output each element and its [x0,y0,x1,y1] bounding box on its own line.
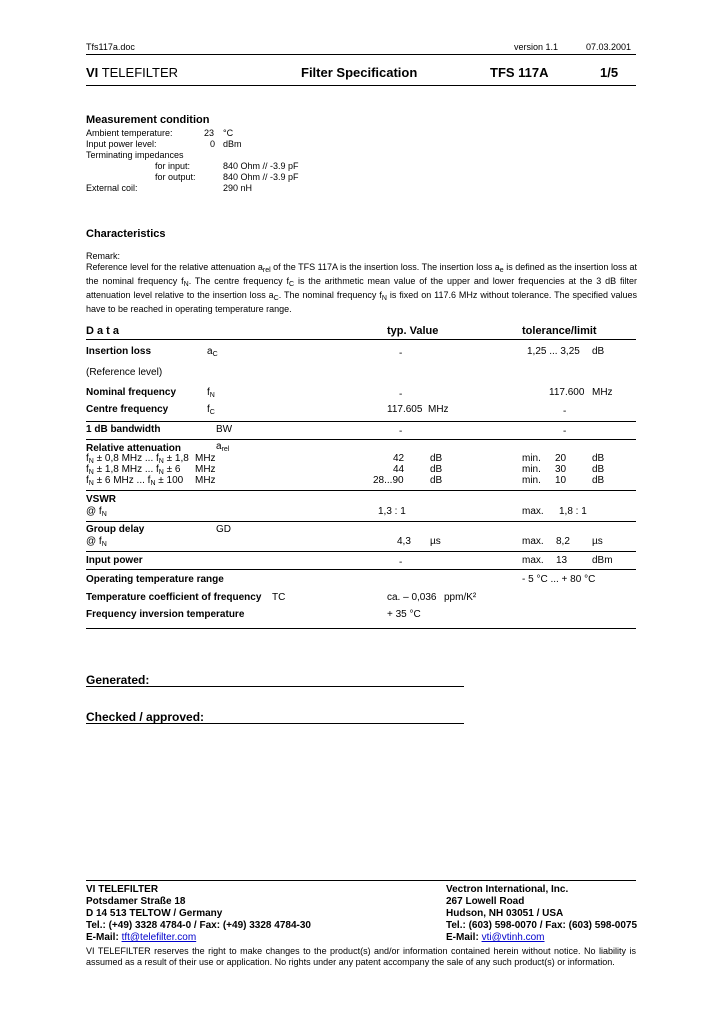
for-output-label: for output: [155,172,196,182]
col-data-header: D a t a [86,325,120,337]
footer-right-name: Vectron International, Inc. [446,884,569,895]
for-output-value: 840 Ohm // -3.9 pF [223,172,299,182]
group-delay-typ-unit: µs [430,536,441,547]
footer-rule [86,880,636,881]
footer-right-email-link[interactable]: vti@vtinh.com [481,932,545,943]
input-power-val-unit: dBm [592,555,613,566]
remark-paragraph: Reference level for the relative attenuation $a_{rel}$ of the TFS 117A is the insertion loss. The insertion loss $a_e$ is defined as the insertion loss at the nominal frequency $f_N$. The centre frequency $f_C$ is the arithmetic mean value of the upper and lower frequencies at the 3 dB filter attenuation level relative to the insertion loss $a_C$. The nominal frequency $f_N$ is fixed on 117.6 MHz without tolerance. The specified values have to be reached in operating temperature range. [86,262,638,314]
document-date: 07.03.2001 [586,42,632,52]
ambient-temp-label: Ambient temperature: [86,128,173,138]
footer-left-city: D 14 513 TELTOW / Germany [86,908,223,919]
file-name: Tfs117a.doc [86,42,135,52]
op-temp-tol: - 5 °C ... + 80 °C [522,574,596,585]
group-delay-val: 8,2 [556,536,570,547]
group-delay-label: Group delay [86,524,145,535]
external-coil-label: External coil: [86,183,138,193]
rel-att-row-1-val: 20 [555,453,567,464]
rel-att-row-2-lim: min. [522,464,541,475]
bandwidth-typ: - [399,426,403,437]
vswr-label: VSWR [86,494,116,505]
rel-att-row-1-typ: 42 [393,453,405,464]
measurement-heading: Measurement condition [86,114,210,126]
nominal-frequency-tol: 117.600 [549,387,585,398]
footer-left-email-row [86,932,196,944]
bandwidth-tol: - [563,426,567,437]
tc-label: Temperature coefficient of frequency [86,592,262,603]
row-divider-6 [86,569,636,570]
header-rule [86,54,636,55]
reference-level-note: (Reference level) [86,367,163,378]
input-power-row-label: Input power [86,555,143,566]
rel-att-row-3-val-unit: dB [592,475,605,486]
row-divider-3 [86,490,636,491]
rel-att-row-1-typ-unit: dB [430,453,443,464]
terminating-label: Terminating impedances [86,150,184,160]
centre-frequency-typ-unit: MHz [428,404,449,415]
centre-frequency-tol: - [563,406,567,417]
tc-symbol: TC [272,592,286,603]
document-type: Filter Specification [301,65,418,80]
rel-att-row-2-val: 30 [555,464,567,475]
relative-attenuation-symbol: $a_{rel}$ [216,441,230,453]
tc-typ: ca. – 0,036 [387,592,437,603]
vswr-val: 1,8 : 1 [559,506,587,517]
rel-att-row-1-unit: MHz [195,453,216,464]
rel-att-row-3-range: $f_N \pm 6$ MHz ... $f_N \pm 100$ [86,475,184,487]
ambient-temp-unit: °C [223,128,234,138]
footer-right-street: 267 Lowell Road [446,896,525,907]
nominal-frequency-symbol: $f_N$ [207,387,215,399]
footer-left-email-label: E-Mail: [86,932,122,943]
group-delay-symbol: GD [216,524,231,535]
company-name: TELEFILTER [101,65,179,80]
bandwidth-symbol: BW [216,424,233,435]
footer-right-email-row [446,932,545,944]
checked-label: Checked / approved: [86,710,205,724]
group-delay-typ: 4,3 [397,536,411,547]
row-divider-5 [86,551,636,552]
row-divider-1 [86,421,636,422]
version-label: version 1.1 [514,42,559,52]
rel-att-row-1-range: $f_N \pm 0,8$ MHz ... $f_N \pm 1,8$ [86,453,189,465]
part-number: TFS 117A [490,65,549,80]
nominal-frequency-label: Nominal frequency [86,387,177,398]
fit-typ: + 35 °C [387,609,421,620]
generated-signature-line [86,686,464,687]
row-divider-2 [86,439,636,440]
title-rule [86,85,636,86]
insertion-loss-tol: 1,25 ... 3,25 [527,346,580,357]
footer-left-name: VI TELEFILTER [86,884,159,895]
centre-frequency-label: Centre frequency [86,404,169,415]
nominal-frequency-typ: - [399,389,403,400]
footer-left-street: Potsdamer Straße 18 [86,896,186,907]
vswr-at: @ $f_N$ [86,506,107,518]
for-input-value: 840 Ohm // -3.9 pF [223,161,299,171]
rel-att-row-2-typ: 44 [393,464,405,475]
footer-right-phone: Tel.: (603) 598-0070 / Fax: (603) 598-0075 [446,920,638,931]
rel-att-row-2-range: $f_N \pm 1,8$ MHz ... $f_N \pm 6$ [86,464,181,476]
group-delay-at: @ $f_N$ [86,536,107,548]
tc-typ-unit: ppm/K² [444,592,477,603]
centre-frequency-symbol: $f_C$ [207,404,215,416]
footer-right-email-label: E-Mail: [446,932,482,943]
insertion-loss-label: Insertion loss [86,346,152,357]
insertion-loss-typ: - [399,348,403,359]
rel-att-row-2-typ-unit: dB [430,464,443,475]
op-temp-label: Operating temperature range [86,574,224,585]
input-power-label: Input power level: [86,139,157,149]
fit-label: Frequency inversion temperature [86,609,245,620]
insertion-loss-unit: dB [592,346,605,357]
rel-att-row-3-val: 10 [555,475,567,486]
insertion-loss-symbol: $a_C$ [207,346,218,358]
input-power-value: 0 [210,139,216,149]
input-power-unit: dBm [223,139,242,149]
company-logo-vi: VI [86,65,99,80]
centre-frequency-typ: 117.605 [387,404,423,415]
rel-att-row-3-lim: min. [522,475,541,486]
external-coil-value: 290 nH [223,183,253,193]
input-power-typ: - [399,557,403,568]
footer-left-phone: Tel.: (+49) 3328 4784-0 / Fax: (+49) 3328 4784-30 [86,920,311,931]
rel-att-row-3-typ: 28...90 [373,475,404,486]
relative-attenuation-label: Relative attenuation [86,443,182,454]
group-delay-lim: max. [522,536,544,547]
rel-att-row-1-val-unit: dB [592,453,605,464]
footer-left-email-link[interactable]: tft@telefilter.com [121,932,197,943]
col-typ-header: typ. Value [387,325,439,337]
table-bottom-rule [86,628,636,629]
footer-right-city: Hudson, NH 03051 / USA [446,908,564,919]
rel-att-row-2-val-unit: dB [592,464,605,475]
vswr-lim: max. [522,506,544,517]
remark-label: Remark: [86,251,121,261]
footer-disclaimer: VI TELEFILTER reserves the right to make changes to the product(s) and/or information contained herein without notice. No liability is assumed as a result of their use or application. No rights under any patent accompany the sale of any such product(s) or information. [86,946,636,967]
nominal-frequency-unit: MHz [592,387,613,398]
vswr-typ: 1,3 : 1 [378,506,406,517]
rel-att-row-3-unit: MHz [195,475,216,486]
rel-att-row-1-lim: min. [522,453,541,464]
rel-att-row-2-unit: MHz [195,464,216,475]
page-number: 1/5 [600,65,619,80]
input-power-val: 13 [556,555,568,566]
ambient-temp-value: 23 [204,128,215,138]
table-header-rule [86,339,636,340]
checked-signature-line [86,723,464,724]
company-title [86,65,178,80]
generated-label: Generated: [86,673,150,687]
for-input-label: for input: [155,161,191,171]
group-delay-val-unit: µs [592,536,603,547]
input-power-lim: max. [522,555,544,566]
rel-att-row-3-typ-unit: dB [430,475,443,486]
col-tolerance-header: tolerance/limit [522,325,597,337]
bandwidth-label: 1 dB bandwidth [86,424,161,435]
characteristics-heading: Characteristics [86,228,166,240]
row-divider-4 [86,521,636,522]
